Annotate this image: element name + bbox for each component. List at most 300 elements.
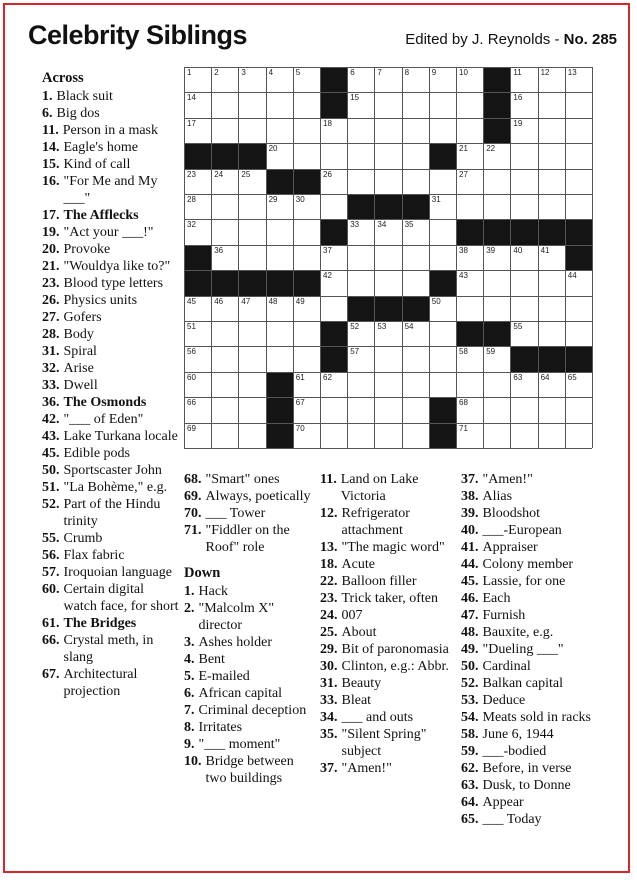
grid-cell[interactable]: [211, 219, 239, 245]
across-clue[interactable]: [42, 479, 180, 496]
grid-cell[interactable]: [293, 423, 321, 449]
down-clue[interactable]: [461, 811, 621, 828]
grid-cell[interactable]: [429, 169, 457, 195]
grid-cell[interactable]: [565, 397, 593, 423]
down-clue[interactable]: [184, 753, 312, 787]
grid-cell[interactable]: [320, 296, 348, 322]
cell-number: 10: [459, 68, 468, 77]
grid-cell[interactable]: [238, 169, 266, 195]
grid-cell[interactable]: [538, 143, 566, 169]
grid-cell[interactable]: [510, 321, 538, 347]
across-clue[interactable]: [42, 632, 180, 666]
grid-cell[interactable]: [429, 321, 457, 347]
down-clue[interactable]: [320, 539, 452, 556]
grid-cell[interactable]: [510, 143, 538, 169]
grid-cell[interactable]: [293, 321, 321, 347]
grid-cell[interactable]: [211, 169, 239, 195]
grid-cell[interactable]: [347, 270, 375, 296]
grid-cell[interactable]: [402, 92, 430, 118]
down-clue[interactable]: [320, 658, 452, 675]
grid-cell[interactable]: [538, 118, 566, 144]
across-clue[interactable]: [42, 547, 180, 564]
down-clue[interactable]: [461, 709, 621, 726]
down-clue[interactable]: [461, 471, 621, 488]
grid-cell[interactable]: [347, 397, 375, 423]
across-clue[interactable]: [42, 88, 180, 105]
grid-cell[interactable]: [211, 346, 239, 372]
down-clue[interactable]: [320, 692, 452, 709]
grid-cell[interactable]: [211, 92, 239, 118]
grid-cell[interactable]: [483, 296, 511, 322]
across-clue[interactable]: [42, 496, 180, 530]
grid-cell[interactable]: [266, 67, 294, 93]
grid-cell[interactable]: [456, 423, 484, 449]
grid-cell[interactable]: [184, 118, 212, 144]
grid-cell[interactable]: [374, 118, 402, 144]
grid-cell[interactable]: [402, 169, 430, 195]
grid-cell[interactable]: [347, 219, 375, 245]
grid-cell[interactable]: [456, 346, 484, 372]
grid-cell[interactable]: [293, 143, 321, 169]
grid-cell[interactable]: [347, 346, 375, 372]
grid-cell[interactable]: [293, 346, 321, 372]
grid-cell[interactable]: [429, 296, 457, 322]
down-clue[interactable]: [461, 743, 621, 760]
grid-cell[interactable]: [456, 92, 484, 118]
down-clue[interactable]: [461, 726, 621, 743]
grid-cell[interactable]: [184, 67, 212, 93]
grid-cell[interactable]: [238, 118, 266, 144]
grid-cell[interactable]: [184, 397, 212, 423]
grid-cell[interactable]: [510, 372, 538, 398]
down-clue[interactable]: [461, 607, 621, 624]
grid-cell[interactable]: [184, 321, 212, 347]
grid-cell[interactable]: [402, 372, 430, 398]
grid-block: [374, 194, 402, 220]
down-clue[interactable]: [184, 719, 312, 736]
grid-cell[interactable]: [211, 397, 239, 423]
grid-cell[interactable]: [266, 219, 294, 245]
grid-cell[interactable]: [374, 372, 402, 398]
across-clue[interactable]: [42, 326, 180, 343]
down-clue[interactable]: [320, 505, 452, 539]
clue-text: ___-bodied: [482, 744, 547, 759]
across-clue[interactable]: [42, 581, 180, 615]
grid-cell[interactable]: [374, 169, 402, 195]
grid-cell[interactable]: [456, 296, 484, 322]
grid-cell[interactable]: [402, 346, 430, 372]
down-clue[interactable]: [320, 709, 452, 726]
grid-cell[interactable]: [293, 67, 321, 93]
across-clue[interactable]: [42, 428, 180, 445]
grid-block: [402, 194, 430, 220]
grid-cell[interactable]: [483, 346, 511, 372]
grid-cell[interactable]: [374, 321, 402, 347]
grid-cell[interactable]: [293, 92, 321, 118]
down-clue[interactable]: [461, 794, 621, 811]
down-clue[interactable]: [461, 488, 621, 505]
down-clue[interactable]: [320, 471, 452, 505]
grid-cell[interactable]: [510, 67, 538, 93]
grid-cell[interactable]: [266, 321, 294, 347]
down-clue[interactable]: [184, 668, 312, 685]
grid-cell[interactable]: [293, 397, 321, 423]
clue-text: Criminal deception: [198, 703, 307, 718]
grid-cell[interactable]: [320, 372, 348, 398]
across-clue[interactable]: [42, 377, 180, 394]
grid-block: [320, 67, 348, 93]
cell-number: 69: [187, 423, 196, 433]
clue-number: 56.: [42, 548, 60, 563]
grid-cell[interactable]: [266, 245, 294, 271]
cell-number: 27: [459, 169, 468, 179]
grid-cell[interactable]: [211, 423, 239, 449]
grid-cell[interactable]: [565, 67, 593, 93]
grid-cell[interactable]: [374, 245, 402, 271]
grid-cell[interactable]: [184, 346, 212, 372]
down-clue[interactable]: [461, 675, 621, 692]
grid-cell[interactable]: [347, 423, 375, 449]
grid-cell[interactable]: [510, 296, 538, 322]
grid-cell[interactable]: [565, 169, 593, 195]
grid-cell[interactable]: [184, 296, 212, 322]
clue-text: "For Me and My ___": [63, 174, 158, 206]
down-clue[interactable]: [461, 658, 621, 675]
grid-cell[interactable]: [211, 245, 239, 271]
grid-cell[interactable]: [238, 92, 266, 118]
grid-cell[interactable]: [429, 67, 457, 93]
clue-number: 14.: [42, 140, 60, 155]
across-clue[interactable]: [42, 224, 180, 241]
down-clue[interactable]: [320, 641, 452, 658]
across-clue[interactable]: [42, 173, 180, 207]
grid-cell[interactable]: [184, 219, 212, 245]
grid-cell[interactable]: [293, 118, 321, 144]
down-clue[interactable]: [184, 634, 312, 651]
clue-text: Bit of paronomasia: [341, 642, 449, 657]
grid-cell[interactable]: [483, 169, 511, 195]
down-clue[interactable]: [184, 600, 312, 634]
across-clue[interactable]: [42, 309, 180, 326]
grid-cell[interactable]: [456, 169, 484, 195]
grid-cell[interactable]: [238, 194, 266, 220]
grid-cell[interactable]: [320, 194, 348, 220]
across-clue[interactable]: [42, 666, 180, 700]
across-clue[interactable]: [184, 471, 312, 488]
down-clue[interactable]: [320, 726, 452, 760]
grid-cell[interactable]: [374, 397, 402, 423]
grid-cell[interactable]: [510, 194, 538, 220]
clue-text: Dwell: [63, 378, 98, 393]
grid-cell[interactable]: [320, 143, 348, 169]
grid-cell[interactable]: [483, 194, 511, 220]
grid-cell[interactable]: [538, 397, 566, 423]
grid-cell[interactable]: [456, 67, 484, 93]
down-clue[interactable]: [320, 573, 452, 590]
down-clue[interactable]: [184, 651, 312, 668]
cell-number: 45: [187, 296, 196, 306]
down-clue[interactable]: [320, 760, 452, 777]
grid-cell[interactable]: [483, 423, 511, 449]
grid-cell[interactable]: [184, 92, 212, 118]
across-clue[interactable]: [42, 411, 180, 428]
grid-cell[interactable]: [266, 296, 294, 322]
grid-cell[interactable]: [266, 194, 294, 220]
grid-cell[interactable]: [374, 270, 402, 296]
down-clue[interactable]: [461, 760, 621, 777]
down-clue[interactable]: [461, 556, 621, 573]
grid-cell[interactable]: [320, 270, 348, 296]
down-clue[interactable]: [461, 777, 621, 794]
grid-cell[interactable]: [320, 169, 348, 195]
grid-cell[interactable]: [565, 372, 593, 398]
grid-cell[interactable]: [510, 397, 538, 423]
grid-cell[interactable]: [374, 423, 402, 449]
grid-cell[interactable]: [293, 372, 321, 398]
grid-cell[interactable]: [429, 372, 457, 398]
clue-number: 24.: [320, 608, 338, 623]
grid-cell[interactable]: [320, 423, 348, 449]
grid-block: [483, 321, 511, 347]
grid-cell[interactable]: [347, 143, 375, 169]
down-clue[interactable]: [461, 522, 621, 539]
grid-cell[interactable]: [320, 118, 348, 144]
grid-cell[interactable]: [565, 296, 593, 322]
grid-cell[interactable]: [538, 245, 566, 271]
across-clue[interactable]: [42, 258, 180, 275]
grid-cell[interactable]: [538, 321, 566, 347]
grid-cell[interactable]: [565, 321, 593, 347]
clue-number: 32.: [42, 361, 60, 376]
across-clue[interactable]: [42, 343, 180, 360]
grid-cell[interactable]: [510, 245, 538, 271]
grid-line: [510, 67, 511, 448]
grid-cell[interactable]: [374, 143, 402, 169]
grid-cell[interactable]: [565, 143, 593, 169]
cell-number: 20: [268, 144, 278, 154]
across-clue[interactable]: [42, 156, 180, 173]
grid-cell[interactable]: [320, 397, 348, 423]
grid-cell[interactable]: [238, 321, 266, 347]
grid-cell[interactable]: [320, 245, 348, 271]
grid-cell[interactable]: [402, 118, 430, 144]
grid-cell[interactable]: [565, 194, 593, 220]
clue-text: "Silent Spring" subject: [341, 727, 427, 759]
grid-cell[interactable]: [184, 169, 212, 195]
grid-cell[interactable]: [347, 118, 375, 144]
across-clue[interactable]: [184, 505, 312, 522]
grid-cell[interactable]: [266, 143, 294, 169]
across-clue[interactable]: [42, 360, 180, 377]
down-clue[interactable]: [461, 624, 621, 641]
across-clue[interactable]: [42, 564, 180, 581]
cell-number: 68: [459, 398, 468, 408]
cell-number: 40: [513, 245, 523, 255]
grid-cell[interactable]: [347, 67, 375, 93]
grid-block: [565, 219, 593, 245]
down-clue[interactable]: [184, 736, 312, 753]
grid-cell[interactable]: [211, 118, 239, 144]
grid-cell[interactable]: [402, 423, 430, 449]
down-clue[interactable]: [461, 573, 621, 590]
clue-text: Physics units: [63, 293, 138, 308]
grid-cell[interactable]: [429, 194, 457, 220]
grid-cell[interactable]: [456, 397, 484, 423]
grid-cell[interactable]: [238, 245, 266, 271]
grid-cell[interactable]: [538, 67, 566, 93]
across-clue[interactable]: [42, 462, 180, 479]
grid-cell[interactable]: [266, 118, 294, 144]
crossword-grid: [184, 67, 592, 448]
across-clue[interactable]: [42, 275, 180, 292]
grid-cell[interactable]: [456, 372, 484, 398]
grid-cell[interactable]: [483, 245, 511, 271]
grid-cell[interactable]: [483, 372, 511, 398]
down-clue[interactable]: [184, 583, 312, 600]
grid-cell[interactable]: [402, 321, 430, 347]
grid-cell[interactable]: [374, 92, 402, 118]
down-clue[interactable]: [461, 641, 621, 658]
grid-cell[interactable]: [238, 346, 266, 372]
down-clue[interactable]: [184, 685, 312, 702]
across-clue[interactable]: [42, 292, 180, 309]
grid-cell[interactable]: [347, 321, 375, 347]
grid-cell[interactable]: [456, 245, 484, 271]
down-clue[interactable]: [320, 675, 452, 692]
grid-cell[interactable]: [266, 92, 294, 118]
grid-cell[interactable]: [184, 372, 212, 398]
grid-cell[interactable]: [510, 423, 538, 449]
grid-cell[interactable]: [238, 397, 266, 423]
grid-line: [293, 67, 294, 448]
grid-cell[interactable]: [429, 245, 457, 271]
down-clue[interactable]: [461, 590, 621, 607]
grid-cell[interactable]: [238, 67, 266, 93]
across-clue[interactable]: [184, 488, 312, 505]
grid-cell[interactable]: [211, 194, 239, 220]
across-clue[interactable]: [184, 522, 312, 556]
grid-cell[interactable]: [429, 346, 457, 372]
across-clue[interactable]: [42, 445, 180, 462]
grid-cell[interactable]: [538, 92, 566, 118]
grid-cell[interactable]: [293, 296, 321, 322]
across-clue[interactable]: [42, 241, 180, 258]
grid-cell[interactable]: [293, 194, 321, 220]
down-clue[interactable]: [320, 556, 452, 573]
grid-cell[interactable]: [483, 270, 511, 296]
grid-cell[interactable]: [402, 245, 430, 271]
grid-cell[interactable]: [374, 67, 402, 93]
grid-cell[interactable]: [374, 219, 402, 245]
grid-cell[interactable]: [510, 118, 538, 144]
grid-cell[interactable]: [456, 194, 484, 220]
across-clue[interactable]: [42, 122, 180, 139]
grid-cell[interactable]: [402, 270, 430, 296]
across-clue[interactable]: [42, 105, 180, 122]
grid-cell[interactable]: [510, 270, 538, 296]
across-clue[interactable]: [42, 139, 180, 156]
clue-number: 23.: [42, 276, 60, 291]
grid-cell[interactable]: [565, 118, 593, 144]
cell-number: 28: [187, 195, 196, 204]
grid-cell[interactable]: [456, 118, 484, 144]
grid-cell[interactable]: [538, 169, 566, 195]
grid-cell[interactable]: [538, 296, 566, 322]
clue-number: 19.: [42, 225, 60, 240]
grid-cell[interactable]: [266, 346, 294, 372]
grid-cell[interactable]: [293, 219, 321, 245]
grid-cell[interactable]: [538, 270, 566, 296]
grid-cell[interactable]: [211, 67, 239, 93]
grid-cell[interactable]: [347, 245, 375, 271]
grid-cell[interactable]: [510, 169, 538, 195]
clue-number: 50.: [42, 463, 60, 478]
down-clue[interactable]: [320, 590, 452, 607]
grid-cell[interactable]: [211, 296, 239, 322]
across-clue[interactable]: [42, 394, 180, 411]
clue-text: Bloodshot: [482, 506, 541, 521]
grid-cell[interactable]: [538, 372, 566, 398]
cell-number: 7: [377, 68, 382, 77]
grid-cell[interactable]: [538, 194, 566, 220]
grid-cell[interactable]: [565, 423, 593, 449]
down-clue[interactable]: [320, 607, 452, 624]
grid-cell[interactable]: [184, 194, 212, 220]
grid-cell[interactable]: [429, 92, 457, 118]
clue-text: Trick taker, often: [341, 591, 439, 606]
grid-cell[interactable]: [402, 219, 430, 245]
grid-cell[interactable]: [347, 372, 375, 398]
grid-cell[interactable]: [238, 372, 266, 398]
across-clue[interactable]: [42, 530, 180, 547]
grid-cell[interactable]: [238, 296, 266, 322]
grid-cell[interactable]: [565, 92, 593, 118]
grid-cell[interactable]: [456, 270, 484, 296]
down-clue[interactable]: [184, 702, 312, 719]
grid-cell[interactable]: [347, 169, 375, 195]
grid-cell[interactable]: [347, 92, 375, 118]
down-clue[interactable]: [461, 692, 621, 709]
grid-cell[interactable]: [510, 92, 538, 118]
grid-cell[interactable]: [402, 67, 430, 93]
grid-cell[interactable]: [456, 143, 484, 169]
clue-text: Ashes holder: [198, 635, 272, 650]
grid-cell[interactable]: [211, 372, 239, 398]
grid-cell[interactable]: [238, 219, 266, 245]
grid-cell[interactable]: [184, 423, 212, 449]
down-clue[interactable]: [461, 539, 621, 556]
clue-number: 70.: [184, 506, 202, 521]
grid-cell[interactable]: [565, 270, 593, 296]
grid-cell[interactable]: [293, 245, 321, 271]
across-clue[interactable]: [42, 207, 180, 224]
clue-number: 5.: [184, 669, 195, 684]
grid-cell[interactable]: [402, 397, 430, 423]
grid-cell[interactable]: [429, 219, 457, 245]
grid-cell[interactable]: [538, 423, 566, 449]
across-clue[interactable]: [42, 615, 180, 632]
grid-cell[interactable]: [429, 118, 457, 144]
down-clue[interactable]: [320, 624, 452, 641]
grid-cell[interactable]: [238, 423, 266, 449]
grid-cell[interactable]: [374, 346, 402, 372]
grid-cell[interactable]: [483, 397, 511, 423]
down-clue[interactable]: [461, 505, 621, 522]
clue-number: 62.: [461, 761, 479, 776]
grid-cell[interactable]: [211, 321, 239, 347]
grid-cell[interactable]: [483, 143, 511, 169]
grid-cell[interactable]: [402, 143, 430, 169]
